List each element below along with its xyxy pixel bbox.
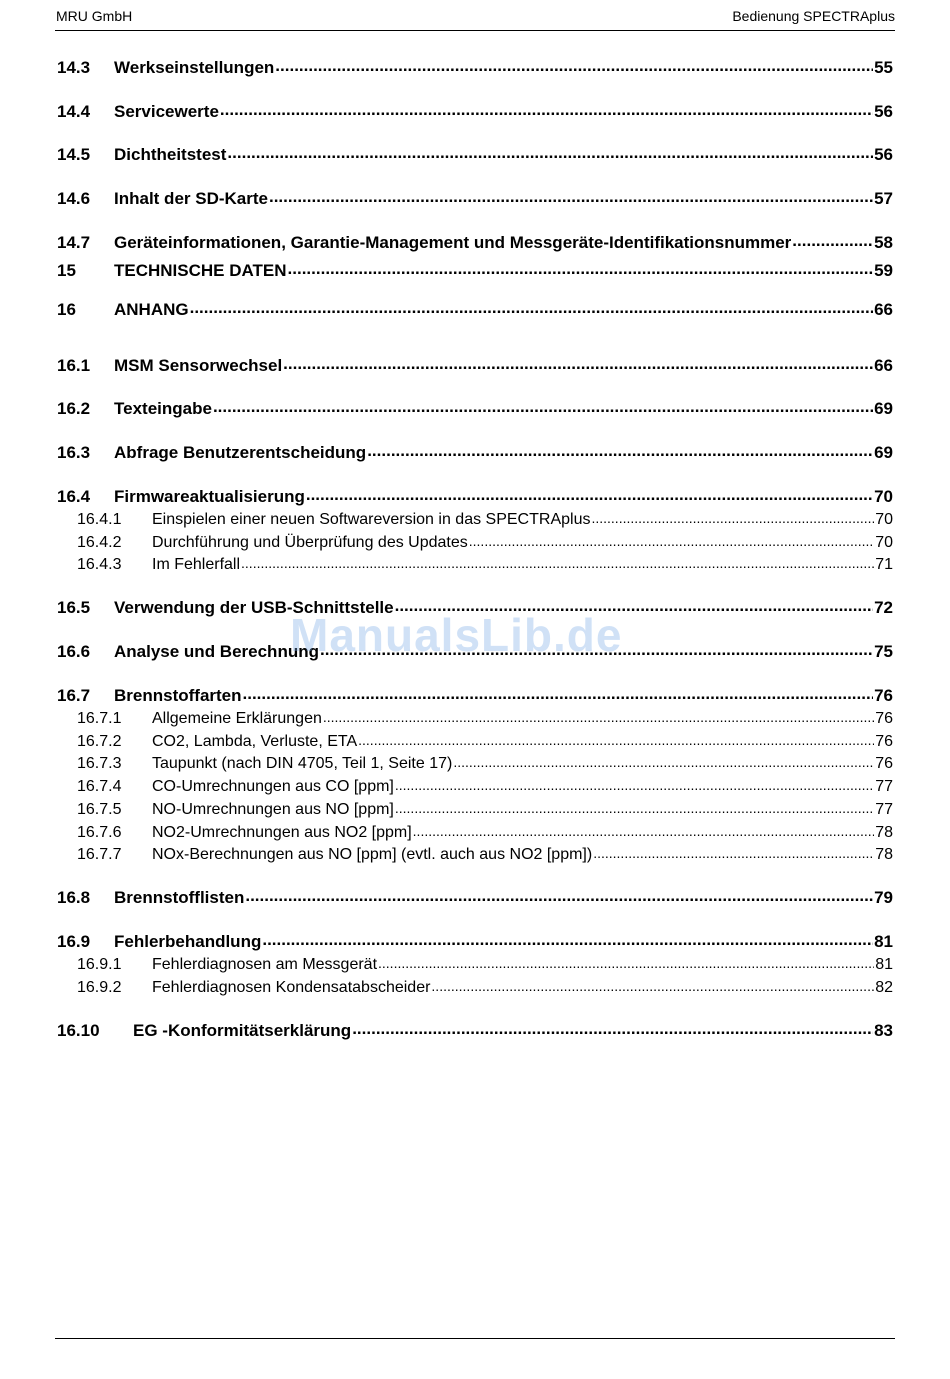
toc-entry-number: 15 <box>57 261 76 280</box>
toc-leader-dots <box>352 1022 873 1036</box>
toc-entry[interactable] <box>57 399 893 421</box>
header-divider <box>55 30 895 31</box>
toc-entry-title: Werkseinstellungen <box>114 58 275 77</box>
toc-entry-title: Verwendung der USB-Schnittstelle <box>114 598 394 617</box>
toc-leader-dots <box>227 146 873 160</box>
toc-leader-dots <box>320 643 873 657</box>
toc-entry-page: 69 <box>874 399 893 418</box>
toc-entry-page: 70 <box>875 511 893 528</box>
toc-entry-number: 16.8 <box>57 888 91 907</box>
toc-entry-page: 76 <box>874 686 893 705</box>
toc-leader-dots <box>243 687 874 701</box>
toc-entry-number: 16.2 <box>57 399 91 418</box>
toc-entry-page: 56 <box>874 102 893 121</box>
toc-entry-title: MSM Sensorwechsel <box>114 356 283 375</box>
toc-entry-title: CO-Umrechnungen aus CO [ppm] <box>152 778 394 795</box>
toc-entry-title: Taupunkt (nach DIN 4705, Teil 1, Seite 17) <box>152 755 453 772</box>
toc-entry[interactable] <box>77 978 893 1000</box>
toc-entry[interactable] <box>57 58 893 80</box>
toc-entry-page: 76 <box>875 733 893 750</box>
toc-entry-page: 83 <box>874 1021 893 1040</box>
toc-entry-title: Fehlerdiagnosen am Messgerät <box>152 956 378 973</box>
toc-entry[interactable] <box>77 955 893 977</box>
toc-entry-number: 16.4 <box>57 487 91 506</box>
toc-entry-number: 16.9.2 <box>77 979 122 996</box>
toc-entry-page: 58 <box>874 233 893 252</box>
toc-leader-dots <box>395 599 873 613</box>
toc-entry-title: Brennstoffarten <box>114 686 242 705</box>
toc-leader-dots <box>593 845 874 859</box>
toc-entry-title: Inhalt der SD-Karte <box>114 189 268 208</box>
toc-entry-title: EG -Konformitätserklärung <box>133 1021 352 1040</box>
toc-leader-dots <box>591 510 874 524</box>
toc-entry-page: 76 <box>875 755 893 772</box>
toc-entry-title: Dichtheitstest <box>114 145 227 164</box>
toc-entry-title: Durchführung und Überprüfung des Updates <box>152 534 468 551</box>
toc-leader-dots <box>262 933 873 947</box>
toc-entry-title: Einspielen einer neuen Softwareversion in das SPECTRAplus <box>152 511 591 528</box>
toc-leader-dots <box>220 103 873 117</box>
toc-entry-number: 14.3 <box>57 58 91 77</box>
toc-leader-dots <box>245 889 873 903</box>
toc-entry-number: 16.6 <box>57 642 91 661</box>
toc-entry-title: Texteingabe <box>114 399 212 418</box>
toc-entry[interactable] <box>57 261 893 283</box>
toc-entry-title: Allgemeine Erklärungen <box>152 710 322 727</box>
toc-entry-page: 78 <box>875 824 893 841</box>
toc-entry[interactable] <box>77 823 893 845</box>
toc-entry[interactable] <box>77 709 893 731</box>
toc-entry-page: 75 <box>874 642 893 661</box>
toc-entry-title: Analyse und Berechnung <box>114 642 319 661</box>
toc-leader-dots <box>792 234 873 248</box>
toc-leader-dots <box>275 59 873 73</box>
toc-entry-number: 16.4.1 <box>77 511 122 528</box>
toc-entry-number: 16.1 <box>57 356 91 375</box>
toc-entry-page: 72 <box>874 598 893 617</box>
toc-entry[interactable] <box>77 777 893 799</box>
toc-leader-dots <box>453 754 874 768</box>
toc-entry[interactable] <box>57 888 893 910</box>
toc-entry-number: 16.7.3 <box>77 755 122 772</box>
toc-entry-title: Servicewerte <box>114 102 219 121</box>
toc-entry[interactable] <box>57 189 893 211</box>
toc-entry-title: Fehlerbehandlung <box>114 932 262 951</box>
toc-entry-page: 56 <box>874 145 893 164</box>
toc-entry-number: 14.7 <box>57 233 91 252</box>
toc-entry-number: 16 <box>57 300 76 319</box>
toc-leader-dots <box>378 955 874 969</box>
toc-entry[interactable] <box>57 487 893 509</box>
toc-leader-dots <box>395 777 874 791</box>
toc-entry[interactable] <box>57 598 893 620</box>
toc-entry-title: NO2-Umrechnungen aus NO2 [ppm] <box>152 824 412 841</box>
toc-entry-number: 16.7 <box>57 686 91 705</box>
toc-entry-title: Abfrage Benutzerentscheidung <box>114 443 367 462</box>
toc-entry-page: 57 <box>874 189 893 208</box>
toc-entry-number: 16.7.4 <box>77 778 122 795</box>
toc-leader-dots <box>367 444 873 458</box>
toc-entry-title: Brennstofflisten <box>114 888 245 907</box>
toc-entry-page: 81 <box>875 956 893 973</box>
toc-entry[interactable] <box>57 443 893 465</box>
toc-leader-dots <box>395 800 874 814</box>
footer-divider <box>55 1338 895 1339</box>
toc-entry-page: 70 <box>875 534 893 551</box>
toc-entry-title: ANHANG <box>114 300 189 319</box>
toc-leader-dots <box>190 301 873 315</box>
toc-entry-page: 55 <box>874 58 893 77</box>
toc-leader-dots <box>288 262 874 276</box>
header-company: MRU GmbH <box>56 8 133 24</box>
toc-entry[interactable] <box>77 533 893 555</box>
toc-leader-dots <box>358 732 874 746</box>
toc-entry-number: 14.5 <box>57 145 91 164</box>
toc-entry-title: Geräteinformationen, Garantie-Management und Messgeräte-Identifikationsnummer <box>114 233 792 252</box>
toc-entry-page: 78 <box>875 846 893 863</box>
toc-entry-number: 16.7.5 <box>77 801 122 818</box>
toc-leader-dots <box>323 709 874 723</box>
toc-entry[interactable] <box>57 356 893 378</box>
toc-entry[interactable] <box>77 732 893 754</box>
toc-entry-number: 16.9 <box>57 932 91 951</box>
toc-entry-title: NOx-Berechnungen aus NO [ppm] (evtl. auch aus NO2 [ppm]) <box>152 846 593 863</box>
toc-entry-page: 82 <box>875 979 893 996</box>
toc-entry[interactable] <box>57 642 893 664</box>
toc-entry-number: 16.9.1 <box>77 956 122 973</box>
toc-entry[interactable] <box>57 1021 893 1043</box>
toc-leader-dots <box>213 400 873 414</box>
toc-entry-number: 16.4.2 <box>77 534 122 551</box>
toc-leader-dots <box>306 488 873 502</box>
toc-entry-title: Firmwareaktualisierung <box>114 487 305 506</box>
toc-entry[interactable] <box>77 845 893 867</box>
toc-entry-page: 66 <box>874 356 893 375</box>
toc-entry-number: 14.6 <box>57 189 91 208</box>
toc-entry[interactable] <box>77 555 893 577</box>
toc-entry[interactable] <box>57 932 893 954</box>
toc-entry[interactable] <box>57 686 893 708</box>
toc-leader-dots <box>469 533 874 547</box>
toc-entry[interactable] <box>77 510 893 532</box>
toc-entry-page: 77 <box>875 801 893 818</box>
toc-entry-number: 16.5 <box>57 598 91 617</box>
toc-entry-title: TECHNISCHE DATEN <box>114 261 287 280</box>
toc-entry-title: NO-Umrechnungen aus NO [ppm] <box>152 801 394 818</box>
toc-entry-page: 69 <box>874 443 893 462</box>
toc-entry[interactable] <box>57 233 893 255</box>
toc-entry-number: 16.3 <box>57 443 91 462</box>
toc-entry-page: 79 <box>874 888 893 907</box>
toc-leader-dots <box>413 823 875 837</box>
toc-entry[interactable] <box>57 300 893 322</box>
toc-entry-page: 76 <box>875 710 893 727</box>
toc-entry-page: 70 <box>874 487 893 506</box>
toc-entry-number: 16.7.7 <box>77 846 122 863</box>
toc-entry[interactable] <box>57 102 893 124</box>
toc-entry-title: Fehlerdiagnosen Kondensatabscheider <box>152 979 431 996</box>
toc-leader-dots <box>431 978 874 992</box>
toc-entry-page: 66 <box>874 300 893 319</box>
toc-entry-page: 81 <box>874 932 893 951</box>
toc-entry-title: Im Fehlerfall <box>152 556 241 573</box>
toc-entry[interactable] <box>57 145 893 167</box>
toc-entry-number: 16.7.2 <box>77 733 122 750</box>
toc-leader-dots <box>241 555 874 569</box>
toc-leader-dots <box>269 190 873 204</box>
toc-leader-dots <box>283 357 873 371</box>
toc-entry-title: CO2, Lambda, Verluste, ETA <box>152 733 358 750</box>
toc-entry-number: 14.4 <box>57 102 91 121</box>
toc-entry-page: 71 <box>875 556 893 573</box>
toc-entry-page: 77 <box>875 778 893 795</box>
toc-entry[interactable] <box>77 754 893 776</box>
toc-entry-number: 16.7.6 <box>77 824 122 841</box>
toc-entry[interactable] <box>77 800 893 822</box>
header-document-title: Bedienung SPECTRAplus <box>732 8 895 24</box>
toc-entry-page: 59 <box>874 261 893 280</box>
toc-entry-number: 16.7.1 <box>77 710 122 727</box>
toc-entry-number: 16.4.3 <box>77 556 122 573</box>
watermark: ManualsLib.de <box>290 609 623 661</box>
toc-entry-number: 16.10 <box>57 1021 100 1040</box>
